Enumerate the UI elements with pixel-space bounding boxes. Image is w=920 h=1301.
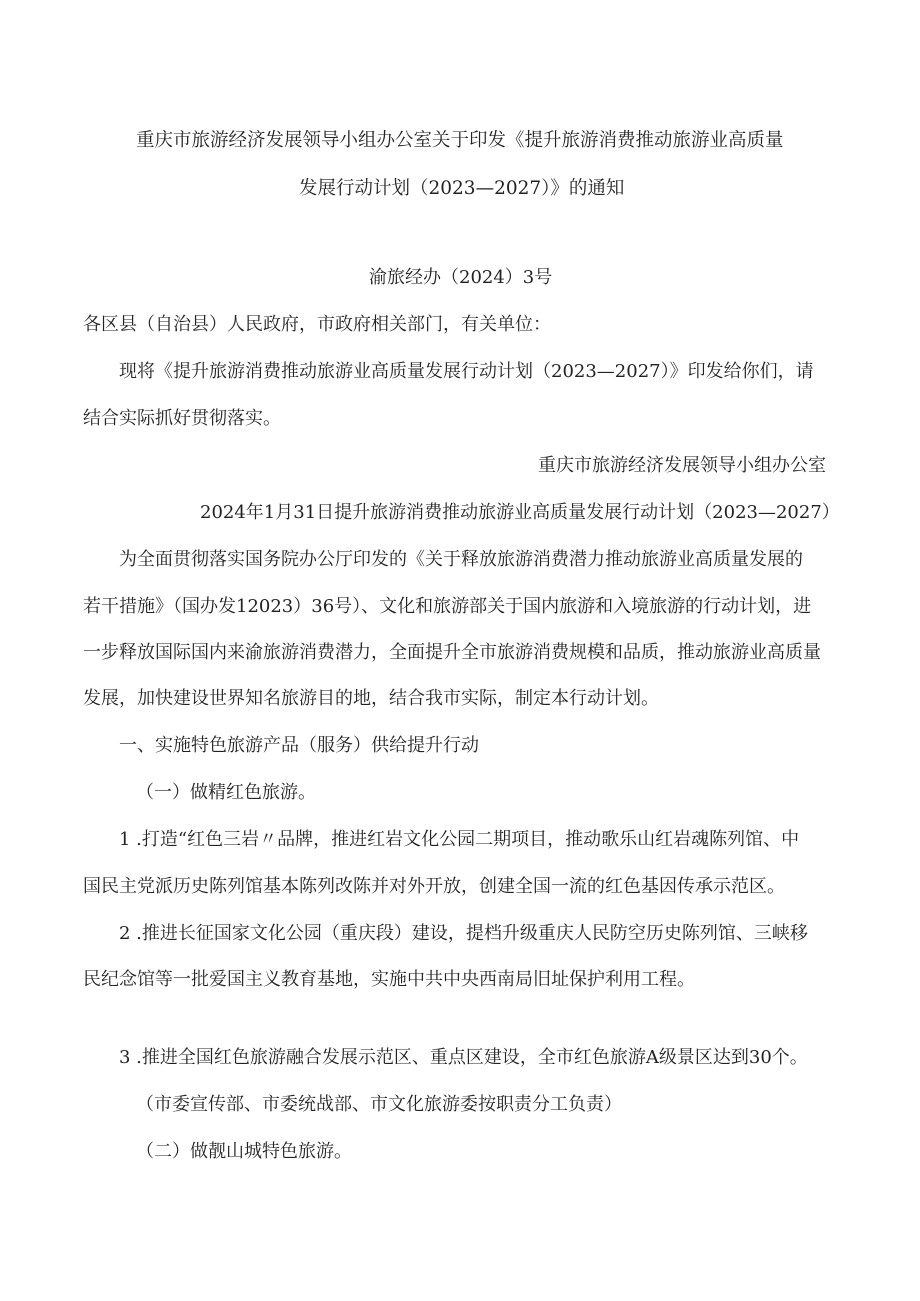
item-1-line-1: 1 .打造“红色三岩〃品牌，推进红岩文化公园二期项目，推动歌乐山红岩魂陈列馆、中 — [119, 829, 800, 850]
item-2-line-1: 2 .推进长征国家文化公园（重庆段）建设，提档升级重庆人民防空历史陈列馆、三峡移 — [119, 923, 808, 944]
document-number: 渝旅经办（2024）3号 — [369, 267, 553, 288]
date-and-plan-title: 2024年1月31日提升旅游消费推动旅游业高质量发展行动计划（2023—2027） — [200, 502, 840, 523]
subsection-2-heading: （二）做靓山城特色旅游。 — [136, 1141, 352, 1162]
notice-paragraph-line-1: 现将《提升旅游消费推动旅游业高质量发展行动计划（2023—2027）》印发给你们，请 — [119, 361, 814, 382]
intro-paragraph-line-1: 为全面贯彻落实国务院办公厅印发的《关于释放旅游消费潜力推动旅游业高质量发展的 — [119, 549, 803, 570]
intro-paragraph-line-4: 发展，加快建设世界知名旅游目的地，结合我市实际，制定本行动计划。 — [83, 688, 659, 709]
intro-paragraph-line-3: 一步释放国际国内来渝旅游消费潜力，全面提升全市旅游消费规模和品质，推动旅游业高质量 — [83, 642, 821, 663]
intro-paragraph-line-2: 若干措施》（国办发12023）36号）、文化和旅游部关于国内旅游和入境旅游的行动计划，进 — [83, 596, 812, 617]
issuer-signature: 重庆市旅游经济发展领导小组办公室 — [538, 455, 826, 476]
document-title-line-2: 发展行动计划（2023—2027）》的通知 — [299, 178, 625, 199]
addressee: 各区县（自治县）人民政府，市政府相关部门，有关单位： — [83, 314, 551, 335]
document-title-line-1: 重庆市旅游经济发展领导小组办公室关于印发《提升旅游消费推动旅游业高质量 — [136, 130, 784, 151]
item-1-line-2: 国民主党派历史陈列馆基本陈列改陈并对外开放，创建全国一流的红色基因传承示范区。 — [83, 876, 785, 897]
section-1-heading: 一、实施特色旅游产品（服务）供给提升行动 — [119, 735, 479, 756]
item-2-line-2: 民纪念馆等一批爱国主义教育基地，实施中共中央西南局旧址保护利用工程。 — [83, 969, 695, 990]
item-3-line-1: 3 .推进全国红色旅游融合发展示范区、重点区建设，全市红色旅游A级景区达到30个。 — [119, 1047, 808, 1068]
notice-paragraph-line-2: 结合实际抓好贯彻落实。 — [83, 408, 281, 429]
responsibility-note: （市委宣传部、市委统战部、市文化旅游委按职责分工负责） — [136, 1094, 622, 1115]
subsection-1-heading: （一）做精红色旅游。 — [136, 782, 316, 803]
